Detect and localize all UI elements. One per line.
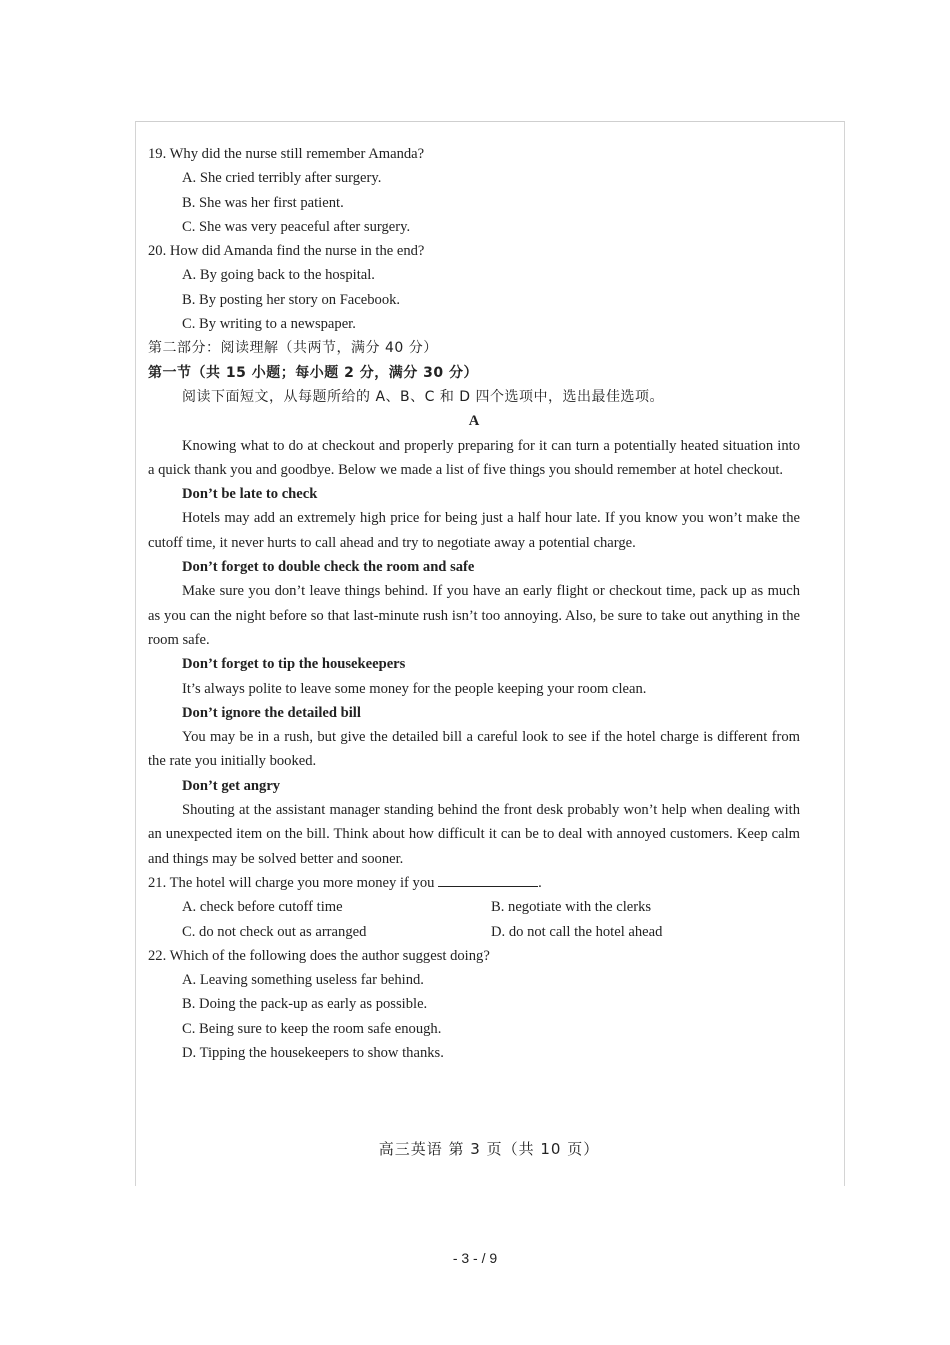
q21-options-row-2 bbox=[148, 920, 800, 944]
q21-option-c: C. do not check out as arranged bbox=[182, 923, 367, 940]
section-one-title: 第一节（共 15 小题；每小题 2 分，满分 30 分） bbox=[148, 364, 478, 381]
page-number: - 3 - / 9 bbox=[452, 1250, 498, 1266]
tip-body-1: Hotels may add an extremely high price for being just a half hour late. If you know you won’t make the cutoff time, it never hurts to call ahead and try to negotiate away a potential charge. bbox=[148, 510, 800, 551]
passage-intro: Knowing what to do at checkout and properly preparing for it can turn a potentially heated situation into a quick thank you and goodbye. Below we made a list of five things you should remember at hotel checkout. bbox=[148, 437, 800, 478]
q22-option-a: A. Leaving something useless far behind. bbox=[182, 972, 424, 989]
tip-body-3: It’s always polite to leave some money for the people keeping your room clean. bbox=[182, 680, 647, 697]
question-22: 22. Which of the following does the author suggest doing? bbox=[148, 947, 490, 964]
q19-option-a: A. She cried terribly after surgery. bbox=[182, 170, 382, 187]
q21-option-b: B. negotiate with the clerks bbox=[491, 899, 652, 916]
instructions: 阅读下面短文，从每题所给的 A、B、C 和 D 四个选项中，选出最佳选项。 bbox=[182, 388, 665, 405]
tip-heading-5: Don’t get angry bbox=[182, 777, 281, 794]
question-21-end: . bbox=[538, 874, 542, 891]
question-19: 19. Why did the nurse still remember Amanda? bbox=[148, 146, 425, 162]
question-21-text: 21. The hotel will charge you more money if you bbox=[148, 874, 435, 891]
tip-heading-2: Don’t forget to double check the room and safe bbox=[182, 559, 475, 576]
tip-heading-1: Don’t be late to check bbox=[182, 486, 318, 503]
page-footer: 高三英语 第 3 页（共 10 页） bbox=[378, 1140, 600, 1158]
q22-option-c: C. Being sure to keep the room safe enough. bbox=[182, 1020, 442, 1037]
q19-option-b: B. She was her first patient. bbox=[182, 194, 344, 211]
q19-option-c: C. She was very peaceful after surgery. bbox=[182, 218, 411, 235]
answer-blank bbox=[438, 872, 538, 887]
q20-option-c: C. By writing to a newspaper. bbox=[182, 316, 356, 333]
tip-heading-3: Don’t forget to tip the housekeepers bbox=[182, 656, 406, 673]
passage-label: A bbox=[468, 413, 480, 430]
question-20: 20. How did Amanda find the nurse in the end? bbox=[148, 243, 425, 260]
question-21 bbox=[148, 871, 800, 895]
tip-body-5: Shouting at the assistant manager standing behind the front desk probably won’t help when dealing with an unexpected item on the bill. Think about how difficult it can be to deal with annoyed customers. Keep calm and things may be solved better and sooner. bbox=[148, 802, 800, 867]
tip-body-4: You may be in a rush, but give the detailed bill a careful look to see if the hotel charge is different from the rate you initially booked. bbox=[148, 729, 800, 770]
q21-option-d: D. do not call the hotel ahead bbox=[491, 923, 663, 940]
q21-options-row-1 bbox=[148, 895, 800, 919]
q20-option-a: A. By going back to the hospital. bbox=[182, 267, 375, 284]
q20-option-b: B. By posting her story on Facebook. bbox=[182, 291, 401, 308]
tip-heading-4: Don’t ignore the detailed bill bbox=[182, 704, 361, 721]
exam-content bbox=[148, 142, 800, 1065]
q22-option-d: D. Tipping the housekeepers to show thanks. bbox=[182, 1044, 444, 1061]
q22-option-b: B. Doing the pack-up as early as possible. bbox=[182, 996, 428, 1013]
q21-option-a: A. check before cutoff time bbox=[182, 899, 343, 916]
tip-body-2: Make sure you don’t leave things behind. If you have an early flight or checkout time, pack up as much as you can the night before so that last-minute rush isn’t too annoying. Also, be sure to take out anything in the room safe. bbox=[148, 583, 800, 648]
part-two-title: 第二部分：阅读理解（共两节，满分 40 分） bbox=[148, 340, 438, 357]
